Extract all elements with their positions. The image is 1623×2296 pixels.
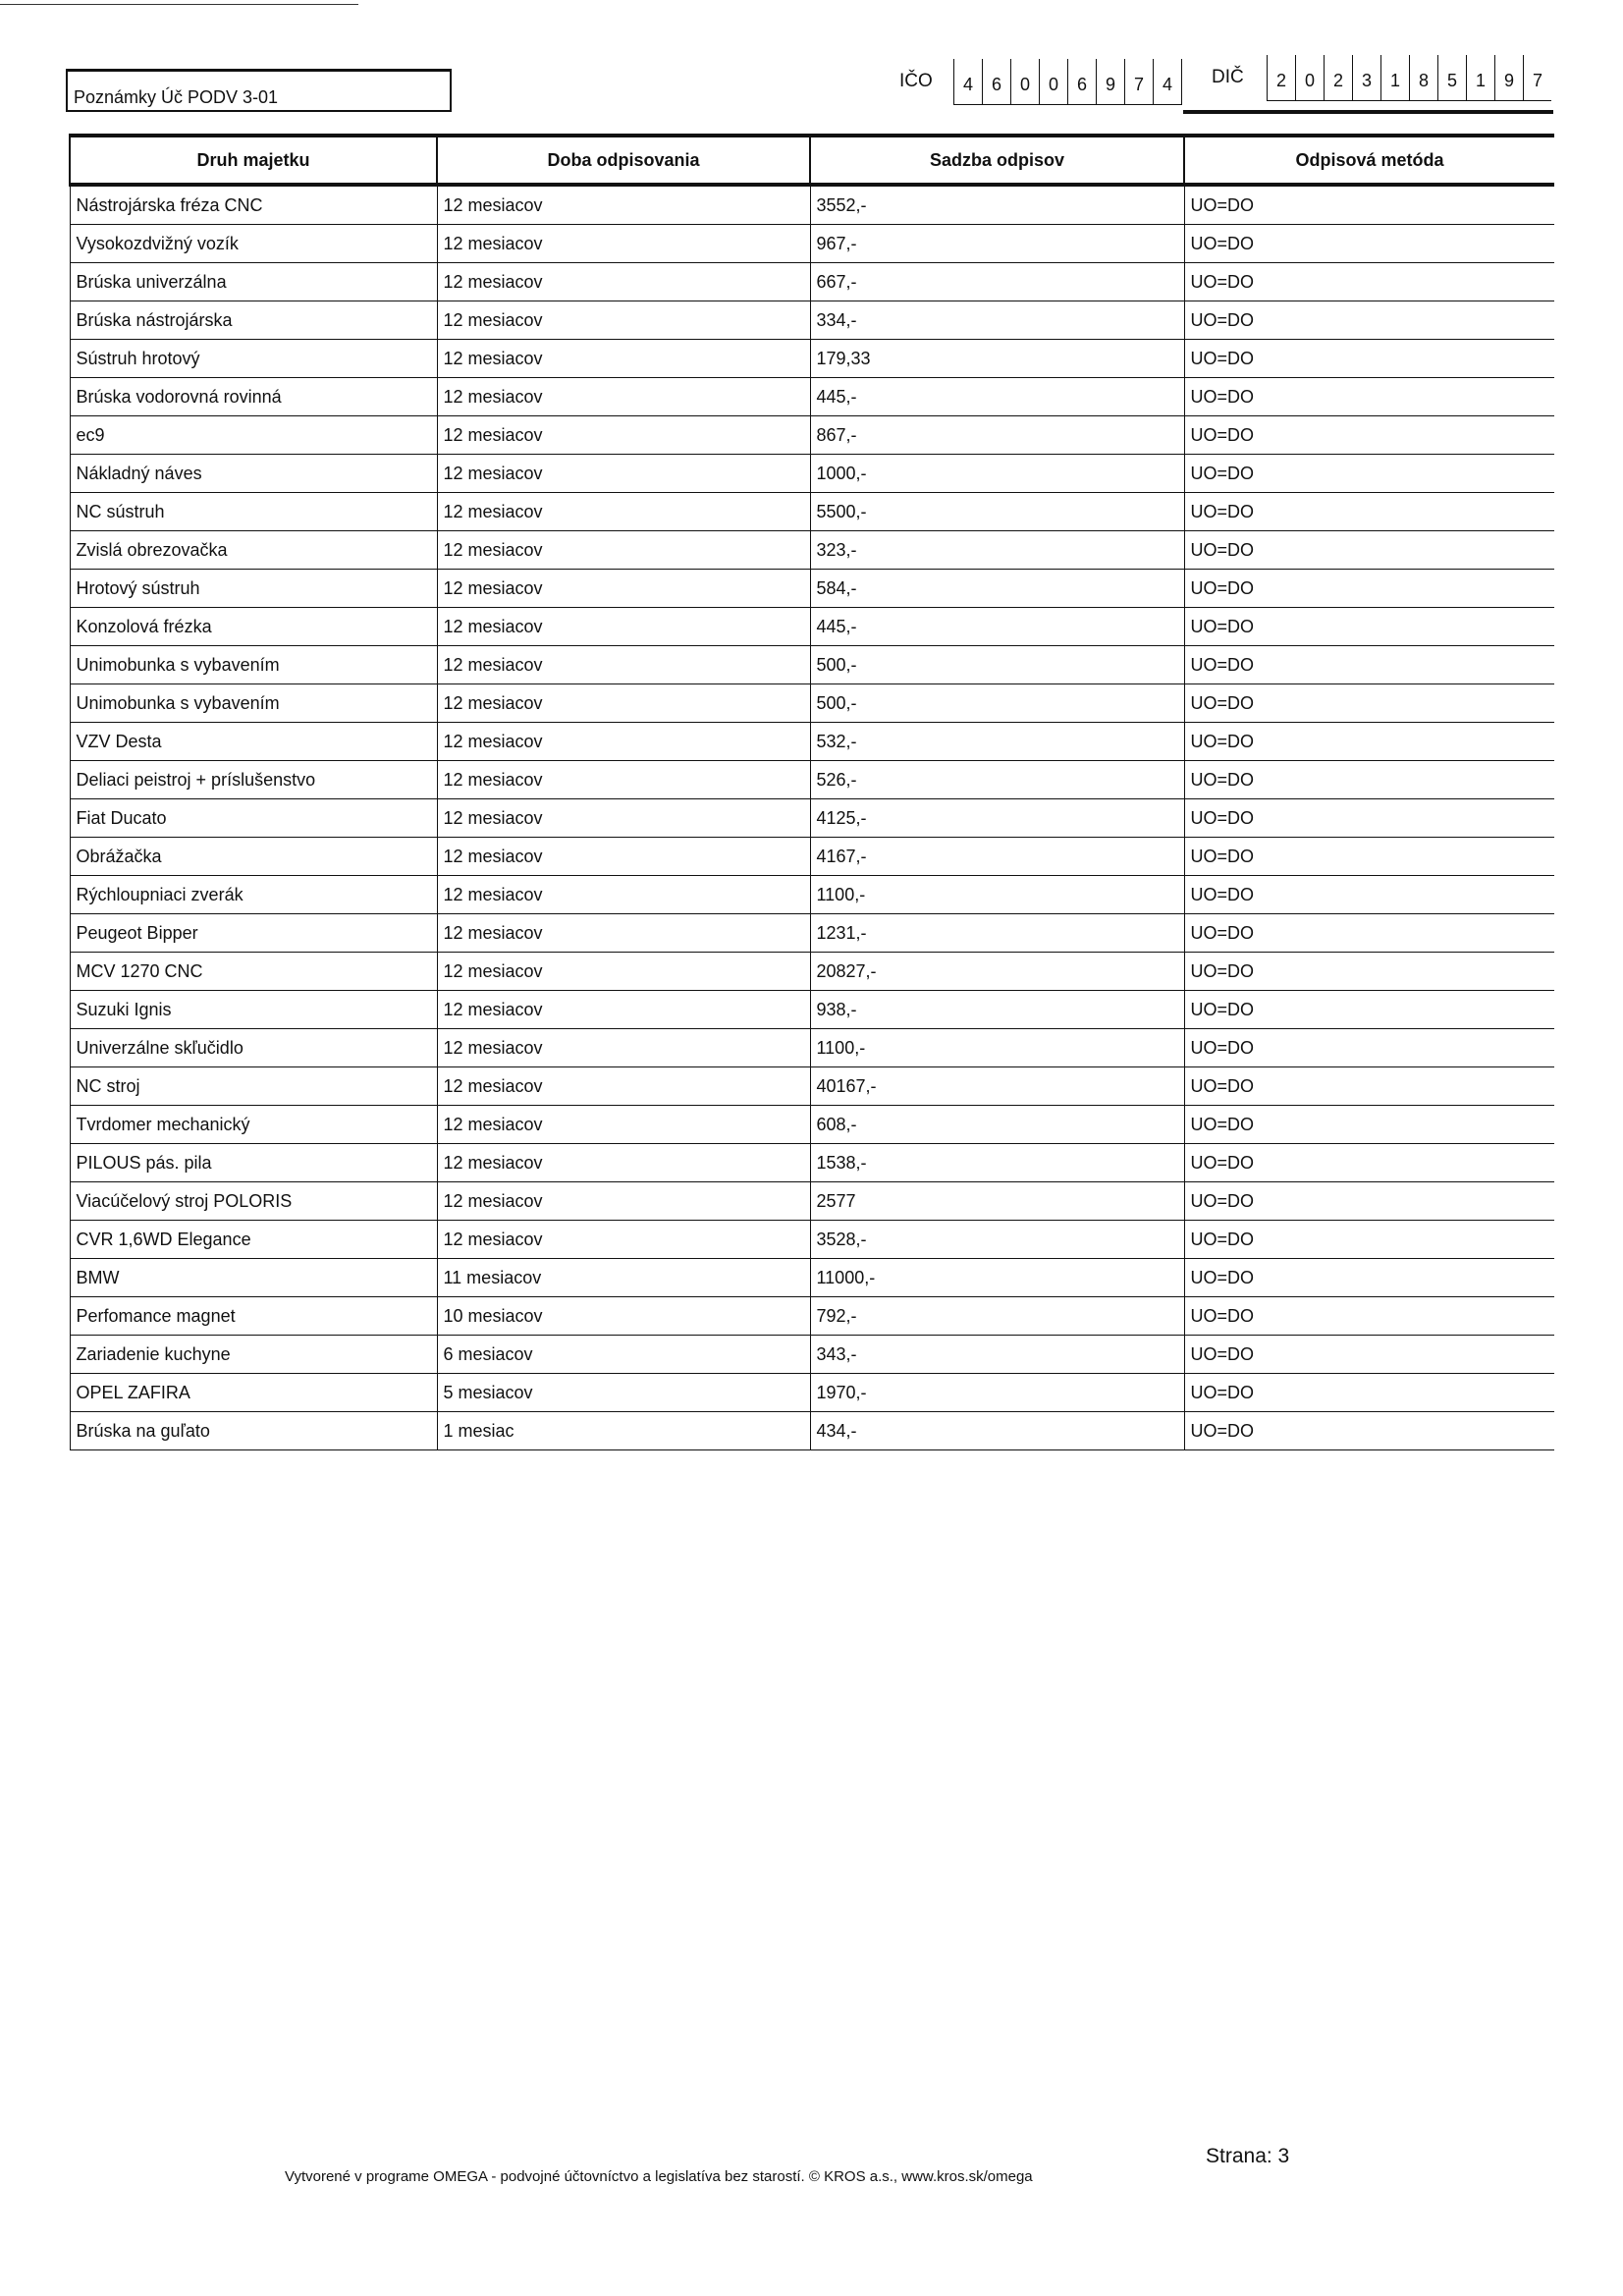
table-row [70,953,1554,991]
depreciation-method-cell: UO=DO [1184,876,1554,914]
asset-type-cell: Nástrojárska fréza CNC [70,185,437,225]
depreciation-rate-cell: 5500,- [810,493,1184,531]
depreciation-method-cell: UO=DO [1184,1106,1554,1144]
depreciation-method-cell: UO=DO [1184,1412,1554,1450]
depreciation-rate-cell: 11000,- [810,1259,1184,1297]
asset-type-cell: Obrážačka [70,838,437,876]
depreciation-method-cell: UO=DO [1184,378,1554,416]
asset-type-cell: Nákladný náves [70,455,437,493]
depreciation-period-cell: 12 mesiacov [437,723,810,761]
depreciation-period-cell: 12 mesiacov [437,1144,810,1182]
asset-type-cell: Unimobunka s vybavením [70,684,437,723]
depreciation-period-cell: 12 mesiacov [437,608,810,646]
depreciation-rate-cell: 667,- [810,263,1184,301]
depreciation-method-cell: UO=DO [1184,799,1554,838]
depreciation-rate-cell: 434,- [810,1412,1184,1450]
depreciation-period-cell: 12 mesiacov [437,1029,810,1067]
depreciation-period-cell: 12 mesiacov [437,953,810,991]
depreciation-method-cell: UO=DO [1184,301,1554,340]
digit-box: 6 [982,59,1010,104]
depreciation-method-cell: UO=DO [1184,493,1554,531]
depreciation-rate-cell: 867,- [810,416,1184,455]
depreciation-period-cell: 12 mesiacov [437,1067,810,1106]
table-row [70,416,1554,455]
asset-type-cell: Rýchloupniaci zverák [70,876,437,914]
asset-type-cell: Perfomance magnet [70,1297,437,1336]
depreciation-period-cell: 12 mesiacov [437,340,810,378]
depreciation-method-cell: UO=DO [1184,225,1554,263]
footer-credit: Vytvorené v programe OMEGA - podvojné účtovníctvo a legislatíva bez starostí. © KROS a.s., www.kros.sk/omega [285,2168,1033,2185]
column-header: Doba odpisovania [437,136,810,185]
asset-type-cell: PILOUS pás. pila [70,1144,437,1182]
asset-type-cell: Sústruh hrotový [70,340,437,378]
depreciation-method-cell: UO=DO [1184,1259,1554,1297]
digit-box: 9 [1096,59,1124,104]
table-row [70,570,1554,608]
table-row [70,991,1554,1029]
table-row [70,723,1554,761]
table-row [70,531,1554,570]
note-title-box: Poznámky Úč PODV 3-01 [66,69,452,112]
depreciation-rate-cell: 343,- [810,1336,1184,1374]
asset-type-cell: CVR 1,6WD Elegance [70,1221,437,1259]
depreciation-method-cell: UO=DO [1184,340,1554,378]
depreciation-method-cell: UO=DO [1184,684,1554,723]
asset-type-cell: MCV 1270 CNC [70,953,437,991]
depreciation-period-cell: 12 mesiacov [437,1182,810,1221]
asset-type-cell: NC stroj [70,1067,437,1106]
depreciation-rate-cell: 323,- [810,531,1184,570]
depreciation-period-cell: 12 mesiacov [437,991,810,1029]
depreciation-method-cell: UO=DO [1184,646,1554,684]
depreciation-method-cell: UO=DO [1184,185,1554,225]
digit-box: 9 [1494,55,1523,100]
depreciation-method-cell: UO=DO [1184,761,1554,799]
table-row [70,1144,1554,1182]
table-row [70,799,1554,838]
depreciation-rate-cell: 3528,- [810,1221,1184,1259]
table-row [70,340,1554,378]
digit-box: 0 [1295,55,1324,100]
depreciation-rate-cell: 792,- [810,1297,1184,1336]
asset-type-cell: Zariadenie kuchyne [70,1336,437,1374]
depreciation-rate-cell: 445,- [810,608,1184,646]
depreciation-period-cell: 12 mesiacov [437,646,810,684]
digit-box: 4 [962,74,973,94]
depreciation-period-cell: 12 mesiacov [437,225,810,263]
depreciation-period-cell: 12 mesiacov [437,455,810,493]
depreciation-method-cell: UO=DO [1184,416,1554,455]
depreciation-period-cell: 12 mesiacov [437,799,810,838]
depreciation-rate-cell: 1970,- [810,1374,1184,1412]
asset-type-cell: Brúska nástrojárska [70,301,437,340]
digit-box: 7 [1523,55,1551,100]
digit-box: 6 [1067,59,1096,104]
page-number: Strana: 3 [1206,2145,1290,2167]
depreciation-rate-cell: 2577 [810,1182,1184,1221]
asset-type-cell: Suzuki Ignis [70,991,437,1029]
table-row [70,493,1554,531]
asset-type-cell: Brúska univerzálna [70,263,437,301]
depreciation-period-cell: 10 mesiacov [437,1297,810,1336]
table-row [70,263,1554,301]
depreciation-method-cell: UO=DO [1184,838,1554,876]
table-row [70,301,1554,340]
asset-type-cell: Hrotový sústruh [70,570,437,608]
depreciation-method-cell: UO=DO [1184,1374,1554,1412]
table-row [70,1336,1554,1374]
depreciation-period-cell: 12 mesiacov [437,684,810,723]
depreciation-method-cell: UO=DO [1184,723,1554,761]
depreciation-period-cell: 12 mesiacov [437,493,810,531]
depreciation-rate-cell: 40167,- [810,1067,1184,1106]
depreciation-rate-cell: 1100,- [810,1029,1184,1067]
digit-box: 3 [1352,55,1380,100]
digit-box: 7 [1124,59,1153,104]
depreciation-rate-cell: 179,33 [810,340,1184,378]
ico-label: IČO [899,71,933,91]
depreciation-rate-cell: 4167,- [810,838,1184,876]
depreciation-method-cell: UO=DO [1184,263,1554,301]
digit-box: 0 [1039,59,1067,104]
depreciation-method-cell: UO=DO [1184,455,1554,493]
depreciation-period-cell: 12 mesiacov [437,416,810,455]
depreciation-method-cell: UO=DO [1184,991,1554,1029]
dic-label: DIČ [1212,67,1244,87]
depreciation-rate-cell: 967,- [810,225,1184,263]
depreciation-period-cell: 12 mesiacov [437,263,810,301]
depreciation-period-cell: 1 mesiac [437,1412,810,1450]
table-row [70,1029,1554,1067]
table-row [70,761,1554,799]
depreciation-period-cell: 12 mesiacov [437,570,810,608]
table-row [70,1106,1554,1144]
depreciation-rate-cell: 1000,- [810,455,1184,493]
depreciation-method-cell: UO=DO [1184,1336,1554,1374]
depreciation-period-cell: 12 mesiacov [437,301,810,340]
table-row [70,1374,1554,1412]
table-header-row [70,136,1554,185]
table-row [70,185,1554,225]
depreciation-method-cell: UO=DO [1184,1144,1554,1182]
asset-type-cell: VZV Desta [70,723,437,761]
asset-type-cell: NC sústruh [70,493,437,531]
depreciation-method-cell: UO=DO [1184,1029,1554,1067]
asset-type-cell: Konzolová frézka [70,608,437,646]
table-row [70,455,1554,493]
digit-box: 5 [1437,55,1466,100]
table-row [70,1259,1554,1297]
asset-type-cell: Peugeot Bipper [70,914,437,953]
depreciation-rate-cell: 500,- [810,684,1184,723]
depreciation-table [69,134,1554,1450]
asset-type-cell: Univerzálne skľučidlo [70,1029,437,1067]
depreciation-period-cell: 12 mesiacov [437,876,810,914]
table-row [70,608,1554,646]
depreciation-method-cell: UO=DO [1184,1297,1554,1336]
header-rule [1183,110,1553,114]
depreciation-rate-cell: 1231,- [810,914,1184,953]
table-row [70,876,1554,914]
depreciation-period-cell: 12 mesiacov [437,185,810,225]
table-row [70,1412,1554,1450]
depreciation-rate-cell: 445,- [810,378,1184,416]
depreciation-period-cell: 12 mesiacov [437,1106,810,1144]
depreciation-period-cell: 12 mesiacov [437,1221,810,1259]
table-row [70,378,1554,416]
depreciation-rate-cell: 532,- [810,723,1184,761]
table-row [70,1067,1554,1106]
depreciation-method-cell: UO=DO [1184,1221,1554,1259]
depreciation-rate-cell: 4125,- [810,799,1184,838]
depreciation-rate-cell: 20827,- [810,953,1184,991]
table-row [70,646,1554,684]
depreciation-rate-cell: 1538,- [810,1144,1184,1182]
depreciation-method-cell: UO=DO [1184,953,1554,991]
asset-type-cell: Brúska vodorovná rovinná [70,378,437,416]
asset-type-cell: ec9 [70,416,437,455]
depreciation-period-cell: 11 mesiacov [437,1259,810,1297]
column-header: Odpisová metóda [1184,136,1554,185]
column-header: Sadzba odpisov [810,136,1184,185]
column-header: Druh majetku [70,136,437,185]
depreciation-method-cell: UO=DO [1184,531,1554,570]
depreciation-method-cell: UO=DO [1184,608,1554,646]
depreciation-method-cell: UO=DO [1184,914,1554,953]
depreciation-period-cell: 12 mesiacov [437,378,810,416]
ico-digit-boxes [953,59,1182,105]
depreciation-rate-cell: 608,- [810,1106,1184,1144]
depreciation-rate-cell: 3552,- [810,185,1184,225]
table-row [70,1221,1554,1259]
asset-type-cell: Vysokozdvižný vozík [70,225,437,263]
asset-type-cell: OPEL ZAFIRA [70,1374,437,1412]
digit-box: 0 [1010,59,1039,104]
asset-type-cell: BMW [70,1259,437,1297]
asset-type-cell: Unimobunka s vybavením [70,646,437,684]
table-row [70,838,1554,876]
digit-box: 1 [1466,55,1494,100]
asset-type-cell: Viacúčelový stroj POLORIS [70,1182,437,1221]
depreciation-rate-cell: 938,- [810,991,1184,1029]
depreciation-period-cell: 12 mesiacov [437,914,810,953]
depreciation-rate-cell: 334,- [810,301,1184,340]
depreciation-period-cell: 12 mesiacov [437,761,810,799]
digit-box: 8 [1409,55,1437,100]
depreciation-period-cell: 12 mesiacov [437,838,810,876]
digit-box: 2 [1275,70,1286,90]
digit-box: 4 [1153,59,1181,104]
table-row [70,1182,1554,1221]
table-row [70,684,1554,723]
asset-type-cell: Deliaci peistroj + príslušenstvo [70,761,437,799]
asset-type-cell: Tvrdomer mechanický [70,1106,437,1144]
table-row [70,1297,1554,1336]
asset-type-cell: Fiat Ducato [70,799,437,838]
depreciation-method-cell: UO=DO [1184,570,1554,608]
depreciation-period-cell: 12 mesiacov [437,531,810,570]
depreciation-period-cell: 5 mesiacov [437,1374,810,1412]
digit-box: 2 [1324,55,1352,100]
depreciation-rate-cell: 1100,- [810,876,1184,914]
table-row [70,914,1554,953]
dic-digit-boxes [1267,55,1551,101]
depreciation-method-cell: UO=DO [1184,1182,1554,1221]
asset-type-cell: Zvislá obrezovačka [70,531,437,570]
asset-type-cell: Brúska na guľato [70,1412,437,1450]
depreciation-method-cell: UO=DO [1184,1067,1554,1106]
depreciation-period-cell: 6 mesiacov [437,1336,810,1374]
top-rule [0,4,358,5]
table-row [70,225,1554,263]
digit-box: 1 [1380,55,1409,100]
depreciation-rate-cell: 500,- [810,646,1184,684]
depreciation-rate-cell: 584,- [810,570,1184,608]
depreciation-rate-cell: 526,- [810,761,1184,799]
